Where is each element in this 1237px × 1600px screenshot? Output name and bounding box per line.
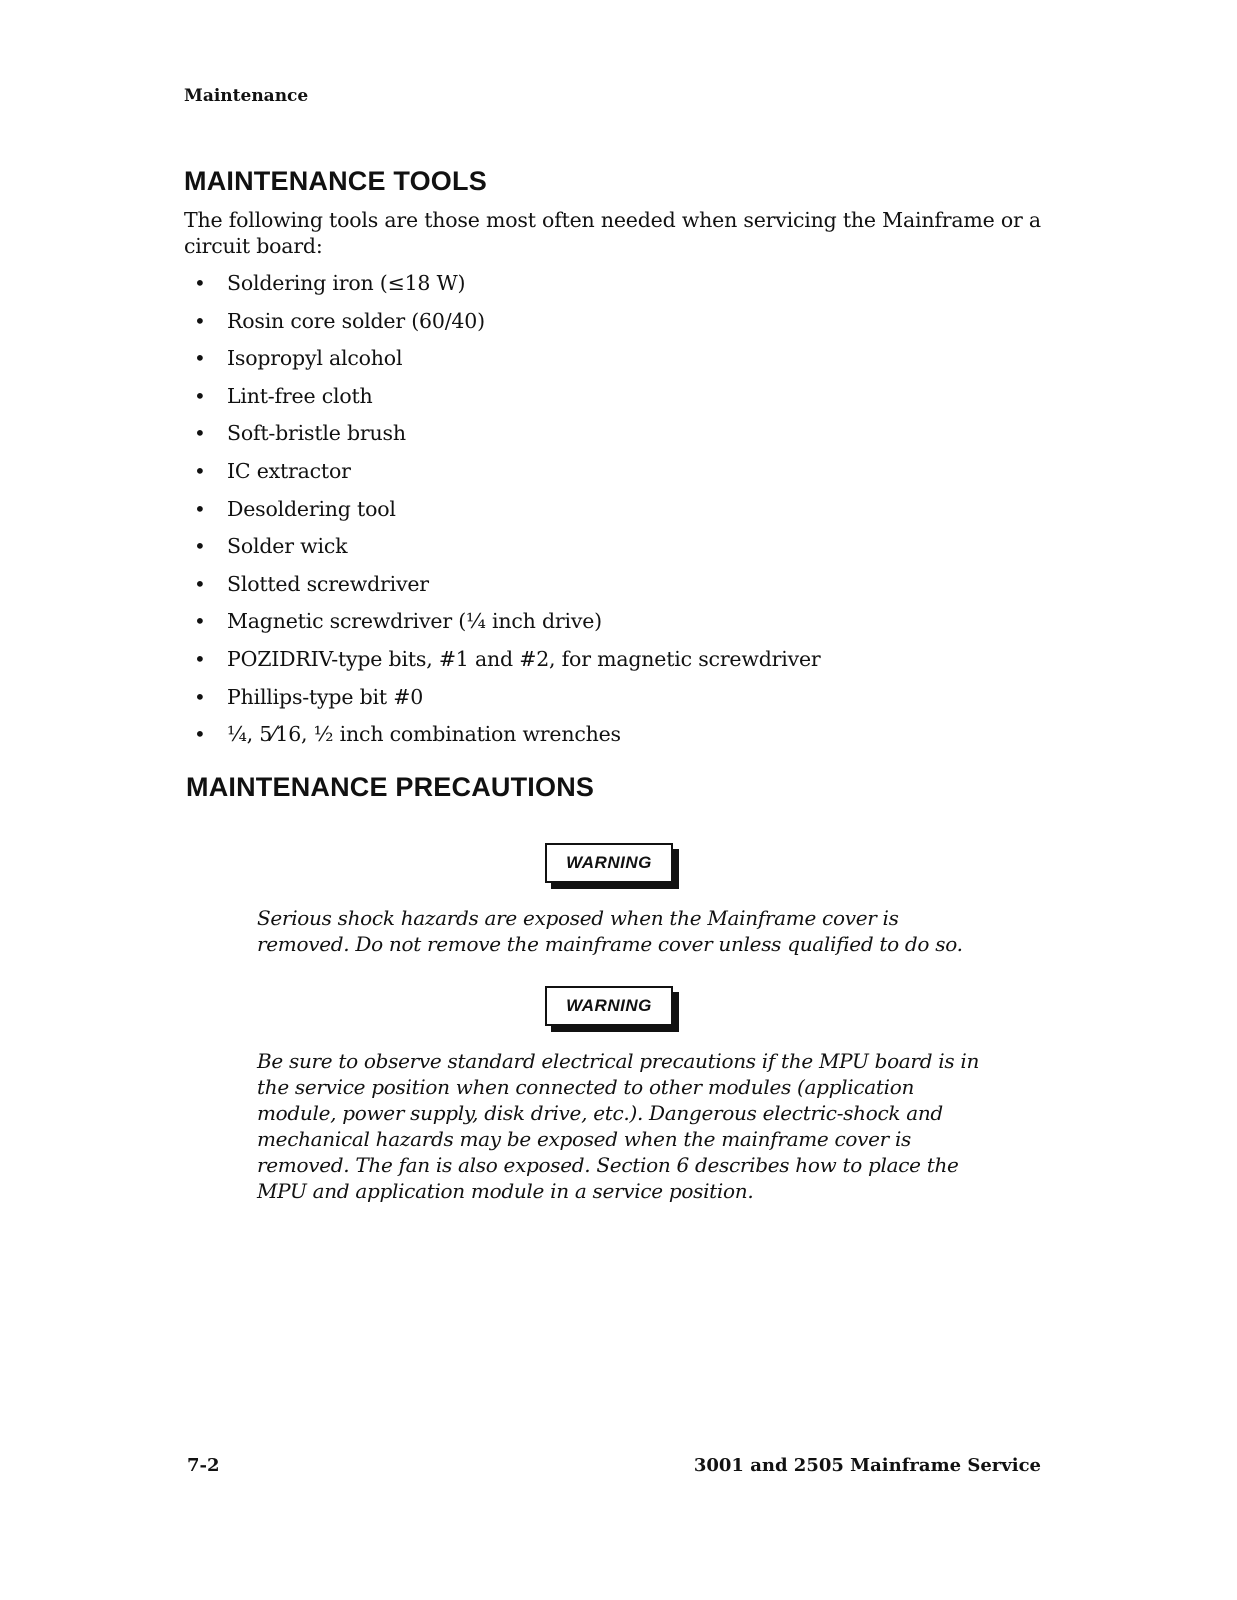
- bullet-icon: •: [194, 308, 206, 333]
- section-title-maintenance-tools: MAINTENANCE TOOLS: [184, 166, 487, 196]
- list-item: [184, 606, 821, 644]
- list-item-text: Magnetic screwdriver (¼ inch drive): [227, 609, 602, 634]
- bullet-icon: •: [194, 646, 206, 671]
- list-item: [184, 306, 821, 344]
- list-item: [184, 418, 821, 456]
- running-head: Maintenance: [184, 86, 309, 106]
- list-item-text: ¼, 5⁄16, ½ inch combination wrenches: [227, 722, 621, 747]
- list-item-text: Isopropyl alcohol: [227, 346, 403, 371]
- list-item: [184, 719, 821, 757]
- tools-intro-paragraph: The following tools are those most often needed when servicing the Mainframe or a circuit board:: [184, 208, 1041, 258]
- warning-text: Serious shock hazards are exposed when the Mainframe cover is removed. Do not remove the mainframe cover unless qualified to do so.: [257, 906, 963, 956]
- warning-label-box: [545, 986, 673, 1026]
- bullet-icon: •: [194, 722, 206, 747]
- list-item-text: Rosin core solder (60/40): [227, 308, 485, 333]
- bullet-icon: •: [194, 496, 206, 521]
- list-item: [184, 494, 821, 532]
- bullet-icon: •: [194, 271, 206, 295]
- bullet-icon: •: [194, 346, 206, 371]
- bullet-icon: •: [194, 458, 206, 483]
- bullet-icon: •: [194, 571, 206, 596]
- warning-label: WARNING: [566, 853, 652, 872]
- list-item-text: Solder wick: [227, 534, 348, 559]
- bullet-icon: •: [194, 684, 206, 709]
- manual-title: 3001 and 2505 Mainframe Service: [693, 1455, 1041, 1476]
- warning-text: Be sure to observe standard electrical precautions if the MPU board is in the service position when connected to other modules (application module, power supply, disk drive, etc.). Dangerous electric-shock and mechanical hazards may be exposed when the mainframe cover is removed. The fan is also exposed. Section 6 describes how to place the MPU and application module in a service position.: [257, 1049, 980, 1203]
- list-item: [184, 644, 821, 682]
- list-item-text: Phillips-type bit #0: [227, 684, 424, 709]
- warning-label: WARNING: [566, 996, 652, 1015]
- bullet-icon: •: [194, 534, 206, 559]
- page-number: 7-2: [187, 1455, 220, 1476]
- list-item-text: Slotted screwdriver: [227, 571, 429, 596]
- warning-label-box: [545, 843, 673, 883]
- list-item-text: Desoldering tool: [227, 496, 396, 521]
- bullet-icon: •: [194, 421, 206, 446]
- bullet-icon: •: [194, 383, 206, 408]
- list-item: [184, 569, 821, 607]
- list-item: [184, 343, 821, 381]
- list-item: [184, 682, 821, 720]
- list-item-text: IC extractor: [227, 458, 351, 483]
- list-item-text: Soldering iron (≤18 W): [227, 271, 466, 295]
- list-item: [184, 531, 821, 569]
- list-item: [184, 381, 821, 419]
- list-item-text: POZIDRIV-type bits, #1 and #2, for magnetic screwdriver: [227, 646, 821, 671]
- tools-list: [184, 268, 821, 757]
- list-item: [184, 456, 821, 494]
- bullet-icon: •: [194, 609, 206, 634]
- list-item-text: Lint-free cloth: [227, 383, 373, 408]
- list-item: [184, 268, 821, 306]
- list-item-text: Soft-bristle brush: [227, 421, 406, 446]
- section-title-maintenance-precautions: MAINTENANCE PRECAUTIONS: [186, 772, 595, 802]
